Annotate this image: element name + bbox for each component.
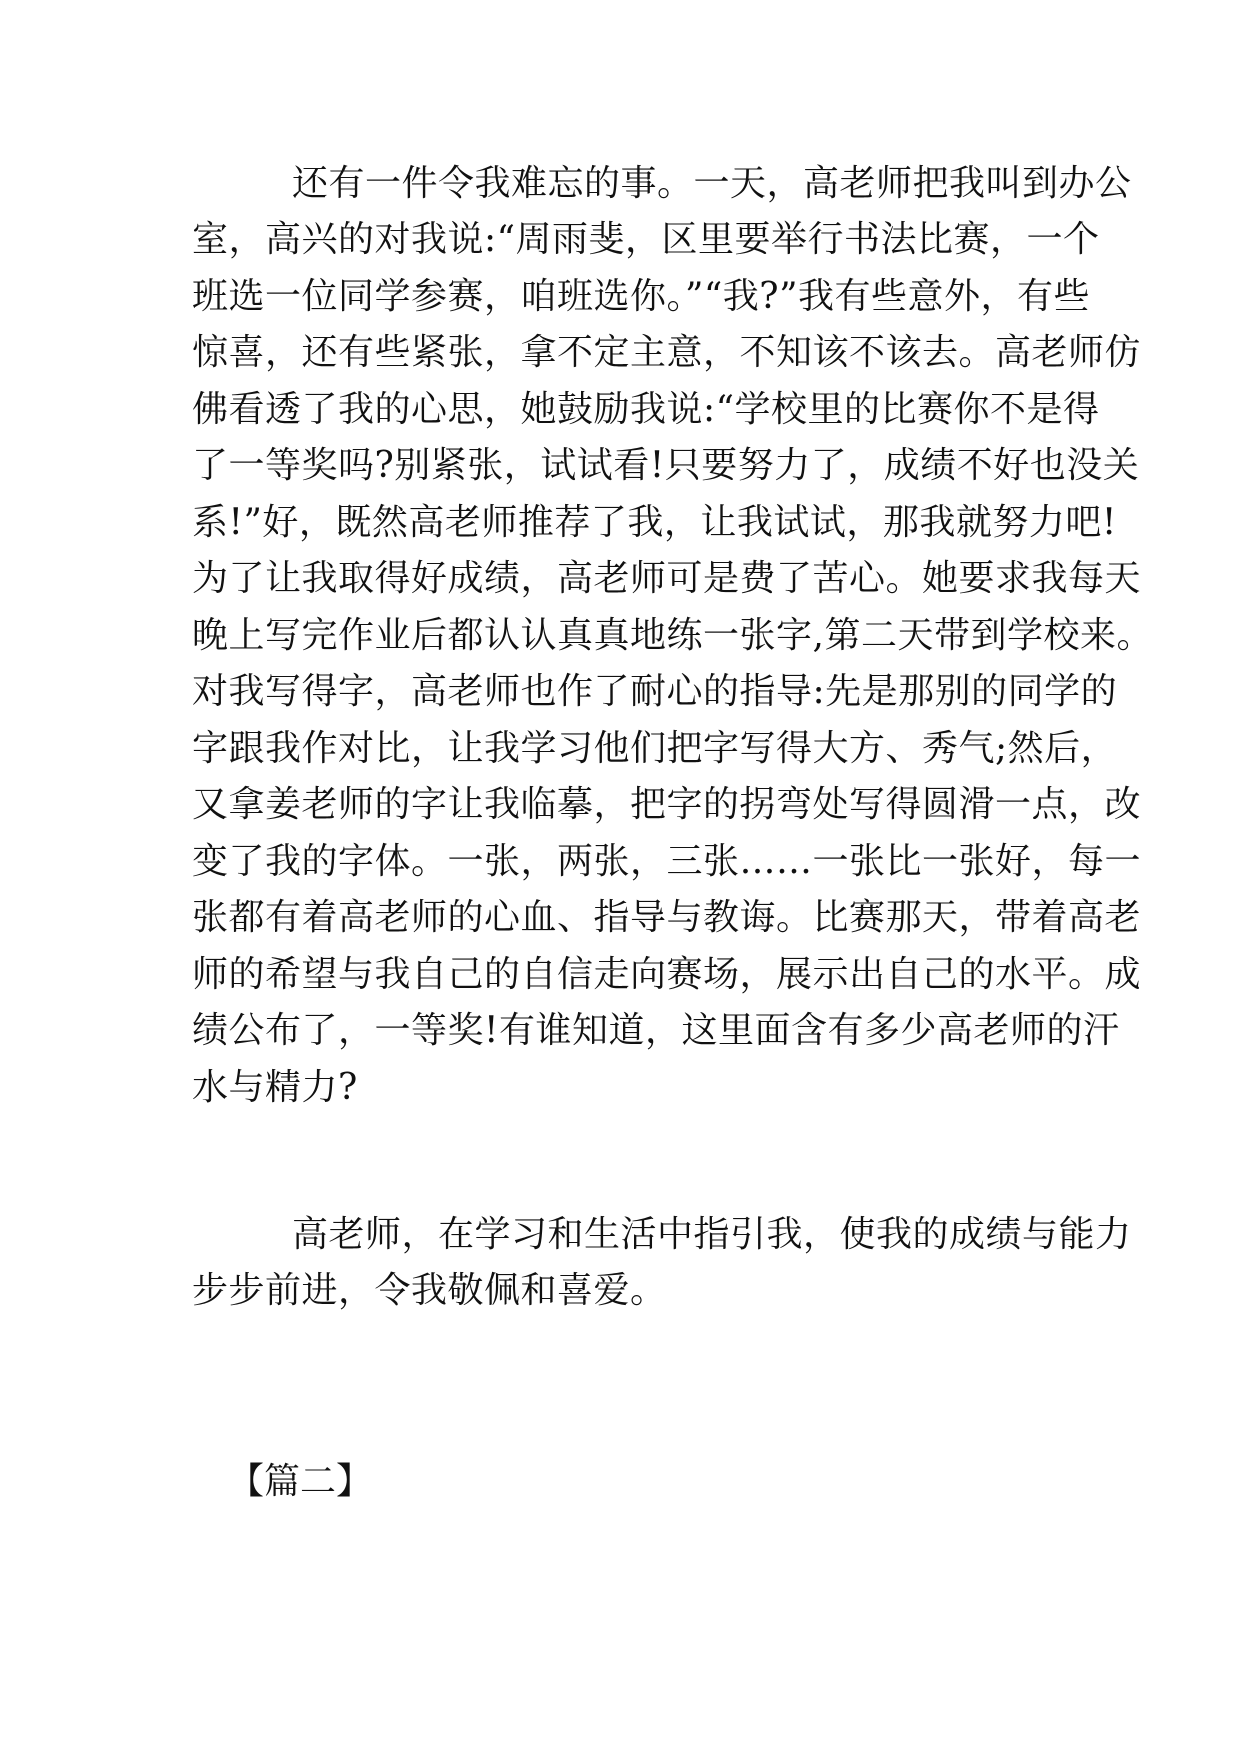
text-line: 了一等奖吗?别紧张，试试看!只要努力了，成绩不好也没关: [192, 445, 1140, 486]
text-line: 步步前进，令我敬佩和喜爱。: [192, 1270, 667, 1311]
text-line: 为了让我取得好成绩，高老师可是费了苦心。她要求我每天: [192, 558, 1142, 599]
text-line: 系!”好，既然高老师推荐了我，让我试试，那我就努力吧!: [192, 502, 1117, 543]
text-line: 班选一位同学参赛，咱班选你。”“我?”我有些意外，有些: [192, 276, 1091, 317]
text-line: 绩公布了，一等奖!有谁知道，这里面含有多少高老师的汗: [192, 1010, 1120, 1051]
text-line: 对我写得字，高老师也作了耐心的指导:先是那别的同学的: [192, 671, 1118, 712]
text-line: 变了我的字体。一张，两张，三张……一张比一张好，每一: [192, 841, 1142, 882]
text-line: 师的希望与我自己的自信走向赛场，展示出自己的水平。成: [192, 954, 1142, 995]
text-line: 佛看透了我的心思，她鼓励我说:“学校里的比赛你不是得: [192, 389, 1100, 430]
text-line: 晚上写完作业后都认认真真地练一张字,第二天带到学校来。: [192, 615, 1153, 656]
text-line: 室，高兴的对我说:“周雨斐，区里要举行书法比赛，一个: [192, 219, 1100, 260]
text-line: 还有一件令我难忘的事。一天，高老师把我叫到办公: [292, 163, 1132, 204]
text-line: 又拿姜老师的字让我临摹，把字的拐弯处写得圆滑一点，改: [192, 784, 1142, 825]
text-line: 水与精力?: [192, 1067, 358, 1108]
text-line: 惊喜，还有些紧张，拿不定主意，不知该不该去。高老师仿: [192, 332, 1142, 373]
section-heading: 【篇二】: [228, 1461, 373, 1502]
text-line: 字跟我作对比，让我学习他们把字写得大方、秀气;然后，: [192, 728, 1118, 769]
text-line: 张都有着高老师的心血、指导与教诲。比赛那天，带着高老: [192, 897, 1142, 938]
text-line: 高老师，在学习和生活中指引我，使我的成绩与能力: [292, 1214, 1132, 1255]
